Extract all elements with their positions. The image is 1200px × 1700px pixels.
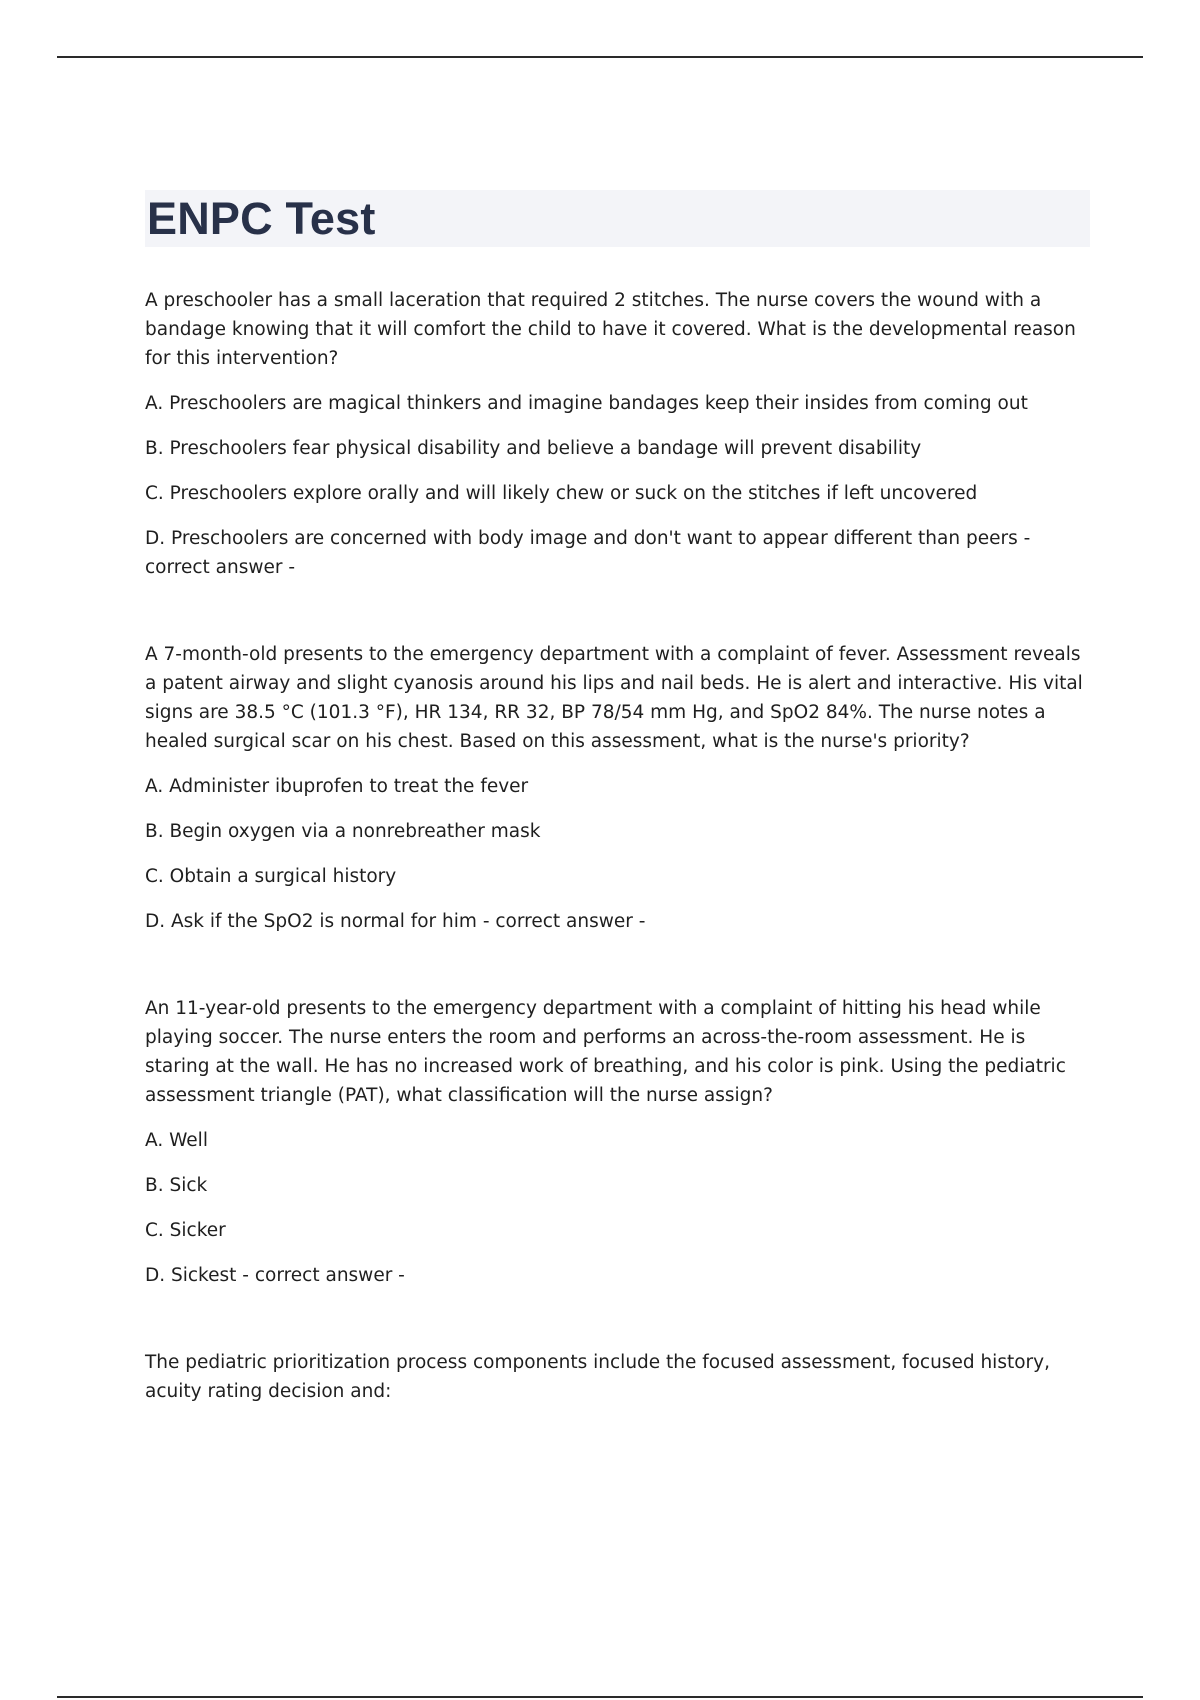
option-b: B. Preschoolers fear physical disability and believe a bandage will prevent disability (145, 438, 922, 459)
question-list (145, 286, 1090, 1406)
option-c: C. Obtain a surgical history (145, 866, 397, 887)
option-a: A. Administer ibuprofen to treat the fever (145, 776, 529, 797)
option-b: B. Sick (145, 1175, 208, 1196)
option-a: A. Preschoolers are magical thinkers and imagine bandages keep their insides from coming out (145, 393, 1028, 414)
document-body (145, 190, 1090, 1464)
option-d: D. Preschoolers are concerned with body image and don't want to appear different than peers - correct answer - (145, 528, 1031, 578)
bottom-rule (57, 1696, 1143, 1698)
option-a: A. Well (145, 1130, 208, 1151)
title-band (145, 190, 1090, 247)
question-stem: The pediatric prioritization process components include the focused assessment, focused history, acuity rating decision and: (145, 1352, 1050, 1402)
question-stem: A preschooler has a small laceration that required 2 stitches. The nurse covers the wound with a bandage knowing that it will comfort the child to have it covered. What is the developmental reason for this intervention? (145, 290, 1076, 369)
option-d: D. Sickest - correct answer - (145, 1265, 405, 1286)
option-b: B. Begin oxygen via a nonrebreather mask (145, 821, 541, 842)
option-d: D. Ask if the SpO2 is normal for him - correct answer - (145, 911, 646, 932)
document-title: ENPC Test (147, 192, 376, 244)
question-1 (145, 286, 1090, 582)
question-2 (145, 640, 1090, 936)
option-c: C. Sicker (145, 1220, 226, 1241)
question-3 (145, 994, 1090, 1290)
question-stem: A 7-month-old presents to the emergency department with a complaint of fever. Assessment reveals a patent airway and slight cyanosis around his lips and nail beds. He is alert and interactive. His vital signs are 38.5 °C (101.3 °F), HR 134, RR 32, BP 78/54 mm Hg, and SpO2 84%. The nurse notes a healed surgical scar on his chest. Based on this assessment, what is the nurse's priority? (145, 644, 1083, 752)
top-rule (57, 56, 1143, 58)
question-4 (145, 1348, 1090, 1406)
question-stem: An 11-year-old presents to the emergency department with a complaint of hitting his head while playing soccer. The nurse enters the room and performs an across-the-room assessment. He is staring at the wall. He has no increased work of breathing, and his color is pink. Using the pediatric assessment triangle (PAT), what classification will the nurse assign? (145, 998, 1066, 1106)
option-c: C. Preschoolers explore orally and will likely chew or suck on the stitches if left uncovered (145, 483, 978, 504)
